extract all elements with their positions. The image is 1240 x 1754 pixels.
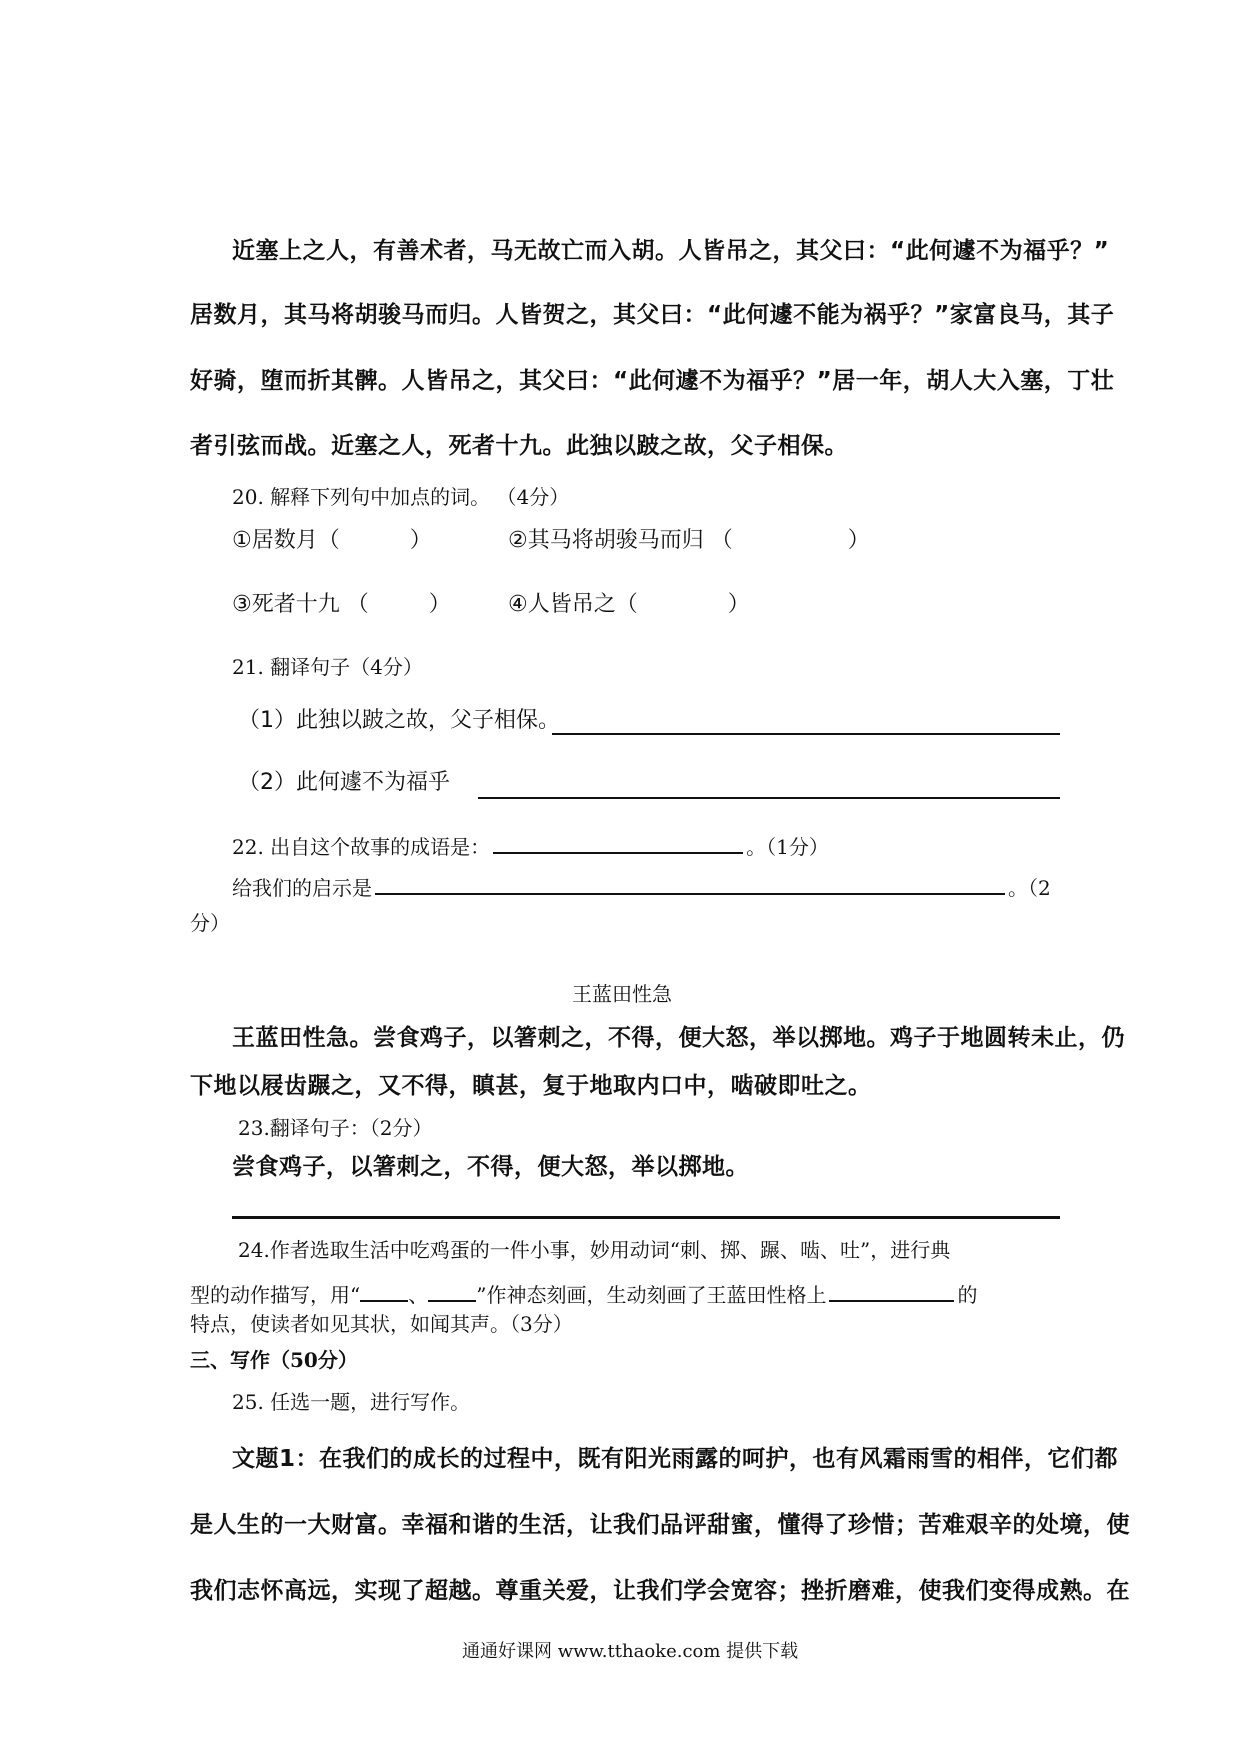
q21-answer-line-1[interactable] xyxy=(552,733,1060,735)
q24-line-2-a: 型的动作描写，用“ xyxy=(190,1283,361,1307)
topic-1-label: 文题1： xyxy=(232,1446,320,1472)
story2-line-2: 下地以屐齿蹍之，又不得，瞋甚，复于地取内口中，啮破即吐之。 xyxy=(190,1073,872,1099)
passage-line-3: 好骑，堕而折其髀。人皆吊之，其父曰：“此何遽不为福乎？”居一年，胡人大入塞，丁壮 xyxy=(190,368,1115,394)
story2-line-1: 王蓝田性急。尝食鸡子，以箸刺之，不得，便大怒，举以掷地。鸡子于地圆转未止，仍 xyxy=(232,1025,1125,1051)
q20-stem: 20. 解释下列句中加点的词。 （4分） xyxy=(232,485,570,509)
q24-line-2-b: ”作神态刻画，生动刻画了王蓝田性格上 xyxy=(476,1283,827,1307)
q24-blank-2[interactable] xyxy=(428,1280,476,1302)
q20-item-1-text: ①居数月（ xyxy=(232,528,340,553)
passage-line-1: 近塞上之人，有善术者，马无故亡而入胡。人皆吊之，其父曰：“此何遽不为福乎？” xyxy=(232,238,1110,264)
q23-answer-line[interactable] xyxy=(232,1216,1060,1219)
q20-item-2-text: ②其马将胡骏马而归 （ xyxy=(508,528,733,553)
q24-line-2 xyxy=(190,1280,977,1305)
q24-line-1: 24.作者选取生活中吃鸡蛋的一件小事，妙用动词“刺、掷、蹍、啮、吐”，进行典 xyxy=(238,1238,951,1262)
q20-item-1-close: ） xyxy=(409,528,432,553)
q22-stem-text: 22. 出自这个故事的成语是： xyxy=(232,835,491,859)
q21-sentence-2: （2）此何遽不为福乎 xyxy=(238,770,450,795)
q20-item-4-text: ④人皆吊之（ xyxy=(508,592,638,617)
q23-stem: 23.翻译句子：（2分） xyxy=(238,1116,433,1140)
q21-sentence-1: （1）此独以跛之故，父子相保。 xyxy=(238,708,560,733)
q22-idiom-blank[interactable] xyxy=(493,832,743,854)
writing-section-title: 三、写作（50分） xyxy=(190,1348,358,1372)
q20-item-3-text: ③死者十九 （ xyxy=(232,592,369,617)
q20-item-4 xyxy=(508,594,750,616)
q21-answer-line-2[interactable] xyxy=(478,797,1060,799)
q23-sentence: 尝食鸡子，以箸刺之，不得，便大怒，举以掷地。 xyxy=(232,1154,749,1180)
topic-1-line-1 xyxy=(232,1448,1118,1471)
q24-line-2-sep: 、 xyxy=(408,1283,429,1307)
passage-line-2: 居数月，其马将胡骏马而归。人皆贺之，其父曰：“此何遽不能为祸乎？”家富良马，其子 xyxy=(190,302,1115,328)
topic-1-line-3: 我们志怀高远，实现了超越。尊重关爱，让我们学会宽容；挫折磨难，使我们变得成熟。在 xyxy=(190,1578,1130,1604)
q22-line-2-text: 给我们的启示是 xyxy=(232,876,372,900)
q20-item-1 xyxy=(232,530,432,552)
topic-1-line-1-text: 在我们的成长的过程中，既有阳光雨露的呵护，也有风霜雨雪的相伴，它们都 xyxy=(319,1446,1119,1472)
q22-lesson-blank[interactable] xyxy=(375,873,1005,895)
q22-line-2-tail: 。（2 xyxy=(1008,876,1051,900)
q22-stem xyxy=(232,832,829,857)
q20-item-3 xyxy=(232,594,451,616)
q24-line-3: 特点，使读者如见其状，如闻其声。（3分） xyxy=(190,1312,573,1336)
page-footer: 通通好课网 www.tthaoke.com 提供下载 xyxy=(462,1641,799,1662)
q24-blank-1[interactable] xyxy=(360,1280,408,1302)
q22-line-3: 分） xyxy=(190,911,230,935)
q20-item-2-close: ） xyxy=(847,528,870,553)
q22-line-2 xyxy=(232,873,1051,898)
topic-1-line-2: 是人生的一大财富。幸福和谐的生活，让我们品评甜蜜，懂得了珍惜；苦难艰辛的处境，使 xyxy=(190,1512,1130,1538)
q20-item-3-close: ） xyxy=(428,592,451,617)
q21-stem: 21. 翻译句子（4分） xyxy=(232,655,423,679)
story2-title: 王蓝田性急 xyxy=(572,982,672,1006)
q24-blank-3[interactable] xyxy=(829,1280,954,1302)
passage-line-4: 者引弦而战。近塞之人，死者十九。此独以跛之故，父子相保。 xyxy=(190,433,848,459)
q22-stem-tail: 。（1分） xyxy=(746,835,829,859)
q20-item-4-close: ） xyxy=(727,592,750,617)
q25-stem: 25. 任选一题，进行写作。 xyxy=(232,1390,471,1414)
q24-line-2-c: 的 xyxy=(957,1283,978,1307)
q20-item-2 xyxy=(508,530,870,552)
